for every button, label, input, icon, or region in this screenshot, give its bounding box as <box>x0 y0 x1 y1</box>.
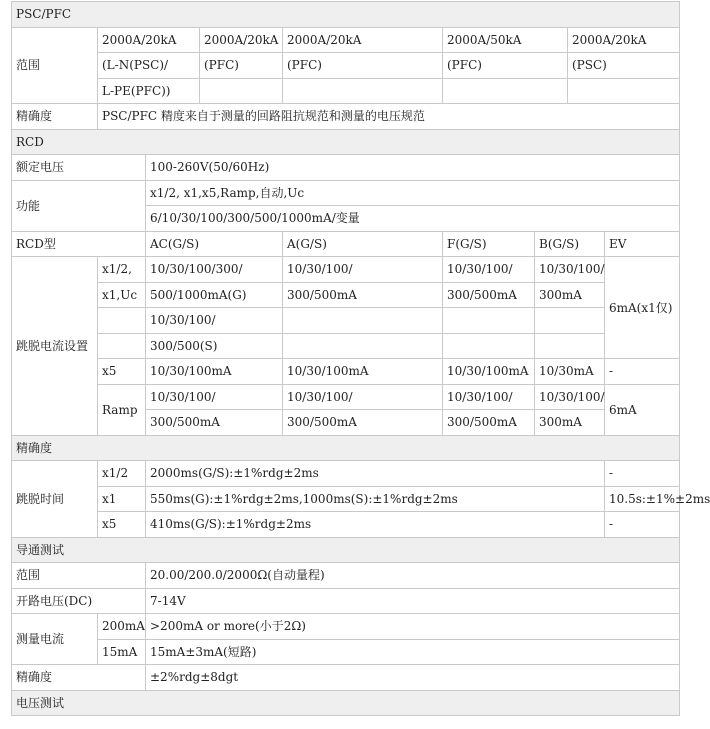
trip-setting-row-2 <box>12 282 680 308</box>
rcd-type-row <box>12 231 680 257</box>
trip-x5-a: 10/30/100mA <box>283 359 443 385</box>
rcd-accuracy-header-row <box>12 435 680 461</box>
spec-table <box>11 1 710 716</box>
psc-range-row-3 <box>12 78 680 104</box>
psc-col5-line2: (PSC) <box>568 53 680 79</box>
trip-ramp-ac-2: 300/500mA <box>146 410 283 436</box>
psc-col5-line3 <box>568 78 680 104</box>
trip-x1-b-2: 300mA <box>535 282 605 308</box>
trip-time-x1-label: x1 <box>98 486 146 512</box>
rcd-accuracy-header: 精确度 <box>12 435 680 461</box>
trip-x1-b-4 <box>535 333 605 359</box>
trip-ramp-a-1: 10/30/100/ <box>283 384 443 410</box>
continuity-current-200-label: 200mA <box>98 614 146 640</box>
trip-setting-row-4 <box>12 333 680 359</box>
trip-setting-x5-row <box>12 359 680 385</box>
trip-x5-label: x5 <box>98 359 146 385</box>
trip-x1-label-1: x1/2, <box>98 257 146 283</box>
trip-ramp-label: Ramp <box>98 384 146 435</box>
rcd-function-label: 功能 <box>12 180 146 231</box>
voltage-header: 电压测试 <box>12 690 680 716</box>
psc-accuracy-value: PSC/PFC 精度来自于测量的回路阻抗规范和测量的电压规范 <box>98 104 680 130</box>
trip-time-x5-value: 410ms(G/S):±1%rdg±2ms <box>146 512 605 538</box>
trip-x1-a-4 <box>283 333 443 359</box>
psc-col1-line1: 2000A/20kA <box>98 27 200 53</box>
trip-x5-ac: 10/30/100mA <box>146 359 283 385</box>
trip-setting-label: 跳脱电流设置 <box>12 257 98 436</box>
continuity-range-value: 20.00/200.0/2000Ω(自动量程) <box>146 563 680 589</box>
trip-x1-f-2: 300/500mA <box>443 282 535 308</box>
rcd-type-ev: EV <box>605 231 680 257</box>
trip-x1-a-3 <box>283 308 443 334</box>
trip-ramp-f-1: 10/30/100/ <box>443 384 535 410</box>
voltage-header-row <box>12 690 680 716</box>
rcd-function-line1: x1/2, x1,x5,Ramp,自动,Uc <box>146 180 680 206</box>
psc-col5-line1: 2000A/20kA <box>568 27 680 53</box>
trip-ramp-b-1: 10/30/100/ <box>535 384 605 410</box>
rcd-function-line2: 6/10/30/100/300/500/1000mA/变量 <box>146 206 680 232</box>
trip-time-x5-label: x5 <box>98 512 146 538</box>
psc-col4-line3 <box>443 78 568 104</box>
psc-range-row-1 <box>12 27 680 53</box>
rcd-rated-voltage-row <box>12 155 680 181</box>
trip-time-x1-value: 550ms(G):±1%rdg±2ms,1000ms(S):±1%rdg±2ms <box>146 486 605 512</box>
trip-time-x1-ev: 10.5s:±1%±2ms <box>605 486 680 512</box>
continuity-ocv-label: 开路电压(DC) <box>12 588 146 614</box>
trip-x1-ac-3: 10/30/100/ <box>146 308 283 334</box>
psc-col1-line3: L-PE(PFC)) <box>98 78 200 104</box>
trip-x5-f: 10/30/100mA <box>443 359 535 385</box>
trip-x1-ev: 6mA(x1仅) <box>605 257 680 359</box>
psc-col2-line1: 2000A/20kA <box>200 27 283 53</box>
trip-x1-ac-1: 10/30/100/300/ <box>146 257 283 283</box>
trip-setting-row-1 <box>12 257 680 283</box>
trip-x1-ac-4: 300/500(S) <box>146 333 283 359</box>
trip-setting-row-3 <box>12 308 680 334</box>
trip-time-x12-label: x1/2 <box>98 461 146 487</box>
rcd-rated-voltage-value: 100-260V(50/60Hz) <box>146 155 680 181</box>
psc-col1-line2: (L-N(PSC)/ <box>98 53 200 79</box>
continuity-current-label: 测量电流 <box>12 614 98 665</box>
psc-range-row-2 <box>12 53 680 79</box>
trip-ramp-a-2: 300/500mA <box>283 410 443 436</box>
psc-col4-line1: 2000A/50kA <box>443 27 568 53</box>
continuity-current-15-value: 15mA±3mA(短路) <box>146 639 680 665</box>
trip-time-x12-row <box>12 461 680 487</box>
continuity-accuracy-value: ±2%rdg±8dgt <box>146 665 680 691</box>
trip-time-x5-ev: - <box>605 512 680 538</box>
rcd-rated-voltage-label: 额定电压 <box>12 155 146 181</box>
psc-accuracy-row <box>12 104 680 130</box>
rcd-type-b: B(G/S) <box>535 231 605 257</box>
continuity-range-label: 范围 <box>12 563 146 589</box>
continuity-ocv-row <box>12 588 680 614</box>
psc-col2-line2: (PFC) <box>200 53 283 79</box>
trip-x1-f-1: 10/30/100/ <box>443 257 535 283</box>
trip-x5-ev: - <box>605 359 680 385</box>
continuity-ocv-value: 7-14V <box>146 588 680 614</box>
continuity-header: 导通测试 <box>12 537 680 563</box>
trip-ramp-f-2: 300/500mA <box>443 410 535 436</box>
trip-x1-b-3 <box>535 308 605 334</box>
trip-setting-ramp-row-1 <box>12 384 680 410</box>
rcd-type-f: F(G/S) <box>443 231 535 257</box>
rcd-function-row-1 <box>12 180 680 206</box>
trip-ramp-ev: 6mA <box>605 384 680 435</box>
trip-x1-a-2: 300/500mA <box>283 282 443 308</box>
continuity-accuracy-label: 精确度 <box>12 665 146 691</box>
continuity-current-row-2 <box>12 639 680 665</box>
trip-time-x1-row <box>12 486 680 512</box>
psc-col3-line3 <box>283 78 443 104</box>
psc-col2-line3 <box>200 78 283 104</box>
psc-header: PSC/PFC <box>12 2 680 28</box>
trip-time-label: 跳脱时间 <box>12 461 98 538</box>
psc-header-row <box>12 2 680 28</box>
trip-ramp-b-2: 300mA <box>535 410 605 436</box>
trip-x1-ac-2: 500/1000mA(G) <box>146 282 283 308</box>
rcd-type-label: RCD型 <box>12 231 146 257</box>
rcd-type-ac: AC(G/S) <box>146 231 283 257</box>
continuity-accuracy-row <box>12 665 680 691</box>
continuity-current-15-label: 15mA <box>98 639 146 665</box>
rcd-header-row <box>12 129 680 155</box>
trip-x1-a-1: 10/30/100/ <box>283 257 443 283</box>
continuity-header-row <box>12 537 680 563</box>
psc-accuracy-label: 精确度 <box>12 104 98 130</box>
rcd-header: RCD <box>12 129 680 155</box>
trip-x1-label-3 <box>98 308 146 334</box>
psc-col3-line1: 2000A/20kA <box>283 27 443 53</box>
psc-range-label: 范围 <box>12 27 98 104</box>
trip-x1-f-3 <box>443 308 535 334</box>
trip-time-x12-value: 2000ms(G/S):±1%rdg±2ms <box>146 461 605 487</box>
continuity-current-row-1 <box>12 614 680 640</box>
trip-x1-label-2: x1,Uc <box>98 282 146 308</box>
rcd-type-a: A(G/S) <box>283 231 443 257</box>
trip-x1-b-1: 10/30/100/ <box>535 257 605 283</box>
trip-ramp-ac-1: 10/30/100/ <box>146 384 283 410</box>
continuity-current-200-value: >200mA or more(小于2Ω) <box>146 614 680 640</box>
trip-time-x12-ev: - <box>605 461 680 487</box>
continuity-range-row <box>12 563 680 589</box>
trip-x5-b: 10/30mA <box>535 359 605 385</box>
psc-col4-line2: (PFC) <box>443 53 568 79</box>
trip-x1-f-4 <box>443 333 535 359</box>
psc-col3-line2: (PFC) <box>283 53 443 79</box>
trip-time-x5-row <box>12 512 680 538</box>
trip-x1-label-4 <box>98 333 146 359</box>
